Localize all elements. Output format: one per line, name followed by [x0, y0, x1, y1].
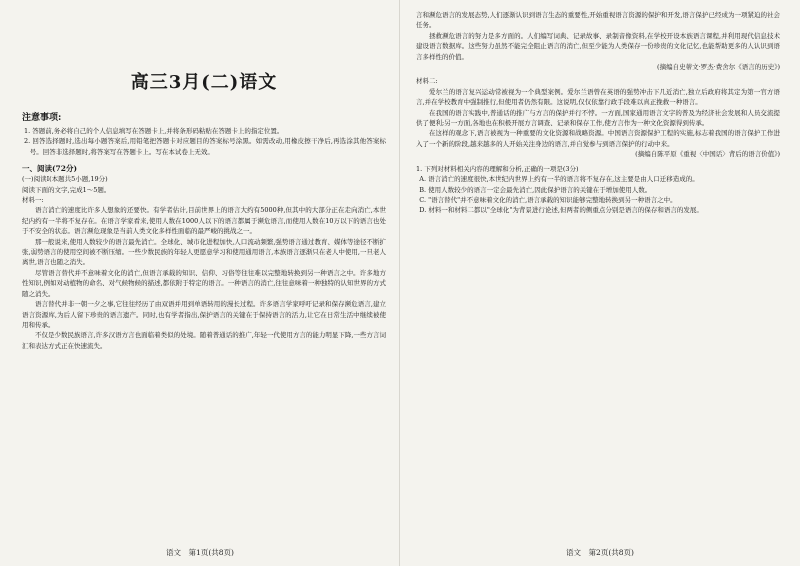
notice-heading: 注意事项:: [22, 113, 62, 123]
exam-title: 高三3月(二)语文: [130, 72, 278, 93]
answer-option: B. 使用人数较少的语言一定会最先消亡,因此保护语言的关键在于增加使用人数。: [419, 185, 652, 194]
instruction: 阅读下面的文字,完成1～5题。: [22, 185, 111, 194]
question-stem: 1. 下列对材料相关内容的理解和分析,正确的一项是(3分): [416, 164, 579, 173]
material-label: 材料一:: [22, 196, 44, 205]
notice-item: 1. 答题前,务必将自己的个人信息填写在答题卡上,并将条形码粘贴在答题卡上的指定位置。: [23, 127, 284, 135]
material-label: 材料二:: [416, 77, 438, 86]
body-paragraph: 在我国的语言实践中,普通话的推广与方言的保护并行不悖。一方面,国家通用语言文字的普及为经济社会发展和人员交流提供了便利;另一方面,各地也在积极开展方言调查、记录和保存工作,使方言作为一种文化资源得到传承。: [416, 108, 780, 128]
exam-page-2: [400, 0, 800, 566]
body-paragraph: 尽管语言替代并不意味着文化的消亡,但语言承载的知识、信仰、习俗等往往难以完整地转换到另一种语言之中。许多地方性知识,例如对动植物的命名、对气候物候的描述,都依附于特定的语言。一种语言的消亡,往往意味着一种独特的认知世界的方式随之消失。: [22, 268, 386, 298]
body-paragraph: 拯救濒危语言的努力是多方面的。人们编写词典、记录故事、录制音像资料,在学校开设本族语言课程,并利用现代信息技术建设语言数据库。这些努力虽然不能完全阻止语言的消亡,但至少能为人类保存一份珍贵的文化记忆,也能帮助更多的人认识到语言多样性的价值。: [416, 31, 780, 61]
body-paragraph: 语言消亡的速度比许多人想象的还要快。有学者估计,目前世界上的语言大约有5000种,但其中的大部分正在走向消亡,本世纪内约有一半将不复存在。在语言学家看来,使用人数在1000人以下的语言都属于濒危语言,而使用人数在10万以下的语言也处于不安全的状态。语言濒危现象是当前人类文化多样性面临的最严峻的挑战之一。: [22, 206, 386, 236]
body-paragraph: 言和濒危语言的发展态势,人们逐渐认识到语言生态的重要性,开始重视语言资源的保护和开发,语言保护已经成为一项紧迫的社会任务。: [416, 11, 780, 30]
source-citation: (摘编自史蒂文·罗杰·费舍尔《语言的历史》): [657, 63, 780, 72]
section-heading: 一、阅读(72分): [22, 164, 78, 174]
body-paragraph: 不仅是少数民族语言,许多汉语方言也面临着类似的处境。随着普通话的推广,年轻一代使用方言的能力明显下降,一些方言词汇和表达方式正在快速流失。: [22, 331, 386, 350]
subsection-heading: (一)阅读Ⅰ(本题共5小题,19分): [22, 175, 108, 184]
page-footer: 语文 第1页(共8页): [166, 548, 234, 557]
body-paragraph: 语言替代并非一朝一夕之事,它往往经历了由双语并用到单语转用的漫长过程。许多语言学家呼吁记录和保存濒危语言,建立语言资源库,为后人留下珍贵的语言遗产。同时,也有学者指出,保护语言的关键在于保持语言的活力,让它在日常生活中继续被使用和传承。: [22, 300, 386, 329]
body-paragraph: 那一般说来,使用人数较少的语言最先消亡。全球化、城市化进程加快,人口流动频繁,强势语言通过教育、媒体等途径不断扩张,弱势语言的使用空间被不断压缩。一些少数民族的年轻人更愿意学习和使用通用语言,本族语言逐渐只在老人中使用,一旦老人离世,语言也随之消失。: [22, 237, 386, 267]
answer-option: C. "语言替代"并不意味着文化的消亡,语言承载的知识能够完整地转换到另一种语言之中。: [419, 195, 677, 204]
answer-option: D. 材料一和材料二都以"全球化"为背景进行论述,但两者的侧重点分别是语言的保存和语言的发展。: [419, 206, 703, 215]
page-footer: 语文 第2页(共8页): [566, 548, 634, 557]
body-paragraph: 爱尔兰的语言复兴运动常被视为一个典型案例。爱尔兰语曾在英语的强势冲击下几近消亡,独立后政府将其定为第一官方语言,并在学校教育中强制推行,但使用者仍然有限。这说明,仅仅依靠行政手段难以真正挽救一种语言。: [416, 87, 780, 107]
answer-option: A. 语言消亡的速度很快,本世纪内世界上约有一半的语言将不复存在,这主要是由人口迁移造成的。: [419, 175, 699, 184]
source-citation: (摘编自陈平原《重视〈中国话〉背后的语言价值》): [635, 150, 780, 159]
body-paragraph: 在这样的观念下,语言被视为一种重要的文化资源和战略资源。中国语言资源保护工程的实施,标志着我国的语言保护工作进入了一个新的阶段,越来越多的人开始关注身边的语言,并自觉参与到语言保护的行动中来。: [416, 129, 780, 148]
notice-item: 2. 回答选择题时,选出每小题答案后,用铅笔把答题卡对应题目的答案标号涂黑。如需改动,用橡皮擦干净后,再选涂其他答案标号。回答非选择题时,将答案写在答题卡上。写在本试卷上无效。: [23, 137, 386, 156]
